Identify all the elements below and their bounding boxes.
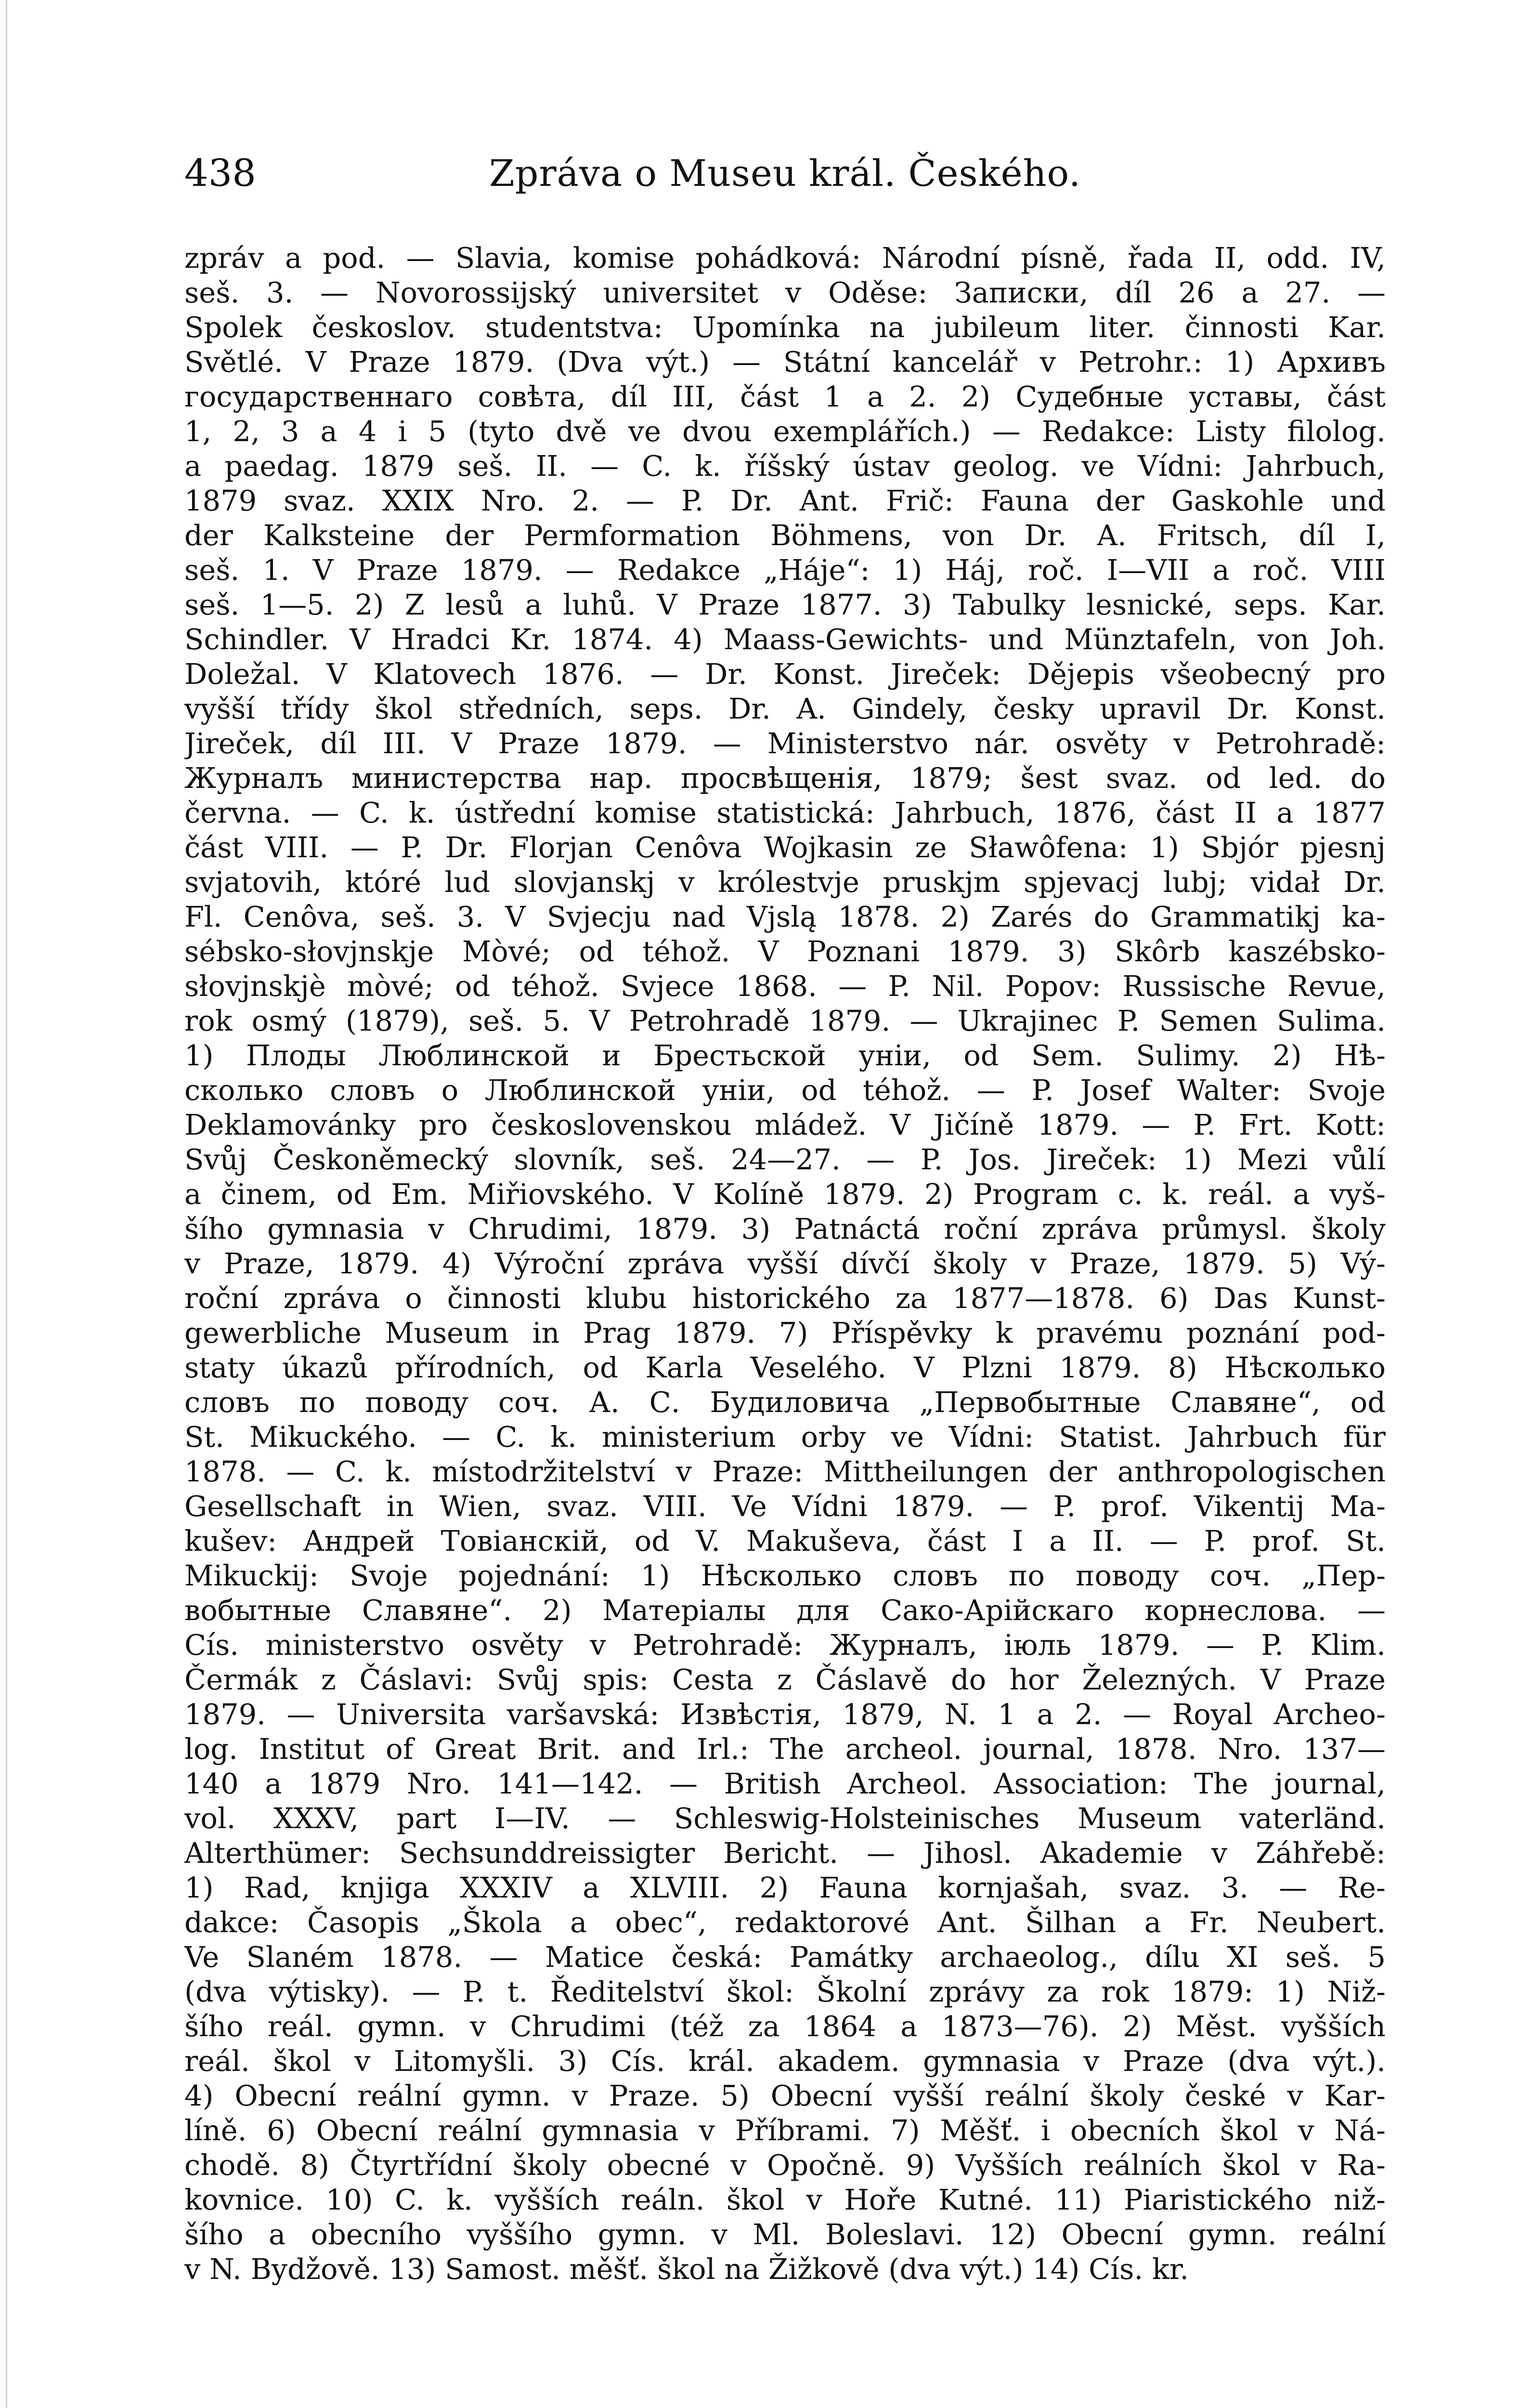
- text-line: Deklamovánky pro československou mládež. V Jičíně 1879. — P. Frt. Kott:: [184, 1108, 1386, 1141]
- text-line: seš. 1. V Praze 1879. — Redakce „Háje“: 1) Háj, roč. I—VII a roč. VIII: [184, 553, 1386, 587]
- text-line: část VIII. — P. Dr. Florjan Cenôva Wojkasin ze Sławôfena: 1) Sbjór pjesnj: [184, 831, 1386, 864]
- text-line: roční zpráva o činnosti klubu historického za 1877—1878. 6) Das Kunst-: [184, 1282, 1386, 1315]
- text-line: a činem, od Em. Miřiovského. V Kolíně 1879. 2) Program c. k. reál. a vyš-: [184, 1178, 1386, 1211]
- text-line: kušev: Андрей Товіанскій, od V. Makuševa, část I a II. — P. prof. St.: [184, 1524, 1386, 1557]
- text-line: 1) Rad, knjiga XXXIV a XLVIII. 2) Fauna kornjašah, svaz. 3. — Re-: [184, 1871, 1386, 1904]
- text-line: Jireček, díl III. V Praze 1879. — Ministerstvo nár. osvěty v Petrohradě:: [184, 727, 1386, 760]
- body-text: [184, 241, 1386, 2287]
- text-line: log. Institut of Great Brit. and Irl.: The archeol. journal, 1878. Nro. 137—: [184, 1732, 1386, 1766]
- text-line: Cís. ministerstvo osvěty v Petrohradě: Журналъ, іюль 1879. — P. Klim.: [184, 1628, 1386, 1662]
- text-line: słovjnskjè mòvé; od téhož. Svjece 1868. — P. Nil. Popov: Russische Revue,: [184, 969, 1386, 1003]
- text-line: Mikuckij: Svoje pojednání: 1) Нѣсколько словъ по поводу соч. „Пер-: [184, 1559, 1386, 1592]
- text-line: sébsko-słovjnskje Mòvé; od téhož. V Poznani 1879. 3) Skôrb kaszébsko-: [184, 935, 1386, 968]
- text-line: der Kalksteine der Permformation Böhmens, von Dr. A. Fritsch, díl I,: [184, 519, 1386, 552]
- text-line: líně. 6) Obecní reální gymnasia v Příbrami. 7) Měšť. i obecních škol v Ná-: [184, 2114, 1386, 2147]
- text-line: 4) Obecní reální gymn. v Praze. 5) Obecní vyšší reální školy české v Kar-: [184, 2079, 1386, 2112]
- page-header: [184, 147, 1386, 200]
- text-line: Gesellschaft in Wien, svaz. VIII. Ve Vídni 1879. — P. prof. Vikentij Ma-: [184, 1490, 1386, 1523]
- scan-edge-rule: [6, 0, 7, 2408]
- text-line: reál. škol v Litomyšli. 3) Cís. král. akadem. gymnasia v Praze (dva výt.).: [184, 2044, 1386, 2078]
- text-line: kovnice. 10) C. k. vyšších reáln. škol v Hoře Kutné. 11) Piaristického niž-: [184, 2183, 1386, 2216]
- text-line: seš. 3. — Novorossijský universitet v Oděse: Записки, díl 26 a 27. —: [184, 276, 1386, 309]
- text-line: šího a obecního vyššího gymn. v Ml. Boleslavi. 12) Obecní gymn. reální: [184, 2218, 1386, 2251]
- page-number: 438: [184, 152, 256, 195]
- text-line: června. — C. k. ústřední komise statistická: Jahrbuch, 1876, část II a 1877: [184, 796, 1386, 829]
- text-line: zpráv a pod. — Slavia, komise pohádková: Národní písně, řada II, odd. IV,: [184, 241, 1386, 275]
- text-line: Doležal. V Klatovech 1876. — Dr. Konst. Jireček: Dějepis všeobecný pro: [184, 657, 1386, 691]
- text-line: словъ по поводу соч. А. С. Будиловича „Первобытные Славяне“, od: [184, 1386, 1386, 1419]
- text-line: šího gymnasia v Chrudimi, 1879. 3) Patnáctá roční zpráva průmysl. školy: [184, 1212, 1386, 1245]
- text-line: a paedag. 1879 seš. II. — C. k. říšský ústav geolog. ve Vídni: Jahrbuch,: [184, 449, 1386, 483]
- text-line: государственнаго совѣта, díl III, část 1 a 2. 2) Судебные уставы, část: [184, 380, 1386, 413]
- text-line: 1879. — Universita varšavská: Извѣстія, 1879, N. 1 a 2. — Royal Archeo-: [184, 1698, 1386, 1731]
- text-line: 140 a 1879 Nro. 141—142. — British Archeol. Association: The journal,: [184, 1767, 1386, 1800]
- text-line: (dva výtisky). — P. t. Ředitelství škol: Školní zprávy za rok 1879: 1) Niž-: [184, 1975, 1386, 2008]
- running-title: Zpráva o Museu král. Českého.: [489, 152, 1081, 195]
- text-line: vol. XXXV, part I—IV. — Schleswig-Holsteinisches Museum vaterländ.: [184, 1802, 1386, 1835]
- text-line: Čermák z Čáslavi: Svůj spis: Cesta z Čáslavě do hor Železných. V Praze: [184, 1663, 1386, 1696]
- text-line: Svůj Českoněmecký slovník, seš. 24—27. — P. Jos. Jireček: 1) Mezi vůlí: [184, 1143, 1386, 1176]
- text-line: chodě. 8) Čtyrtřídní školy obecné v Opočně. 9) Vyšších reálních škol v Ra-: [184, 2148, 1386, 2182]
- text-line: vyšší třídy škol středních, seps. Dr. A. Gindely, česky upravil Dr. Konst.: [184, 692, 1386, 725]
- text-line: dakce: Časopis „Škola a obec“, redaktorové Ant. Šilhan a Fr. Neubert.: [184, 1906, 1386, 1939]
- text-line: Ve Slaném 1878. — Matice česká: Památky archaeolog., dílu XI seš. 5: [184, 1940, 1386, 1974]
- text-line: seš. 1—5. 2) Z lesů a luhů. V Praze 1877. 3) Tabulky lesnické, seps. Kar.: [184, 588, 1386, 621]
- text-line: Журналъ министерства нар. просвѣщенія, 1879; šest svaz. od led. do: [184, 761, 1386, 795]
- text-line: Spolek českoslov. studentstva: Upomínka na jubileum liter. činnosti Kar.: [184, 311, 1386, 344]
- text-line: 1) Плоды Люблинской и Брестьской уніи, od Sem. Sulimy. 2) Нѣ-: [184, 1039, 1386, 1072]
- text-line: 1, 2, 3 a 4 i 5 (tyto dvě ve dvou exemplářích.) — Redakce: Listy filolog.: [184, 415, 1386, 448]
- text-line: v N. Bydžově. 13) Samost. měšť. škol na Žižkově (dva výt.) 14) Cís. kr.: [184, 2252, 1189, 2286]
- text-line: 1879 svaz. XXIX Nro. 2. — P. Dr. Ant. Frič: Fauna der Gaskohle und: [184, 484, 1386, 517]
- text-line: вобытные Славяне“. 2) Матеріалы для Сако-Арійскаго корнеслова. —: [184, 1594, 1386, 1627]
- text-line: Fl. Cenôva, seš. 3. V Svjecju nad Vjslą 1878. 2) Zarés do Grammatikj ka-: [184, 900, 1386, 933]
- text-line: gewerbliche Museum in Prag 1879. 7) Příspěvky k pravému poznání pod-: [184, 1316, 1386, 1349]
- text-line: v Praze, 1879. 4) Výroční zpráva vyšší dívčí školy v Praze, 1879. 5) Vý-: [184, 1247, 1386, 1280]
- text-line: Alterthümer: Sechsunddreissigter Bericht. — Jihosl. Akademie v Záhřebě:: [184, 1836, 1386, 1870]
- text-line: šího reál. gymn. v Chrudimi (též za 1864 a 1873—76). 2) Měst. vyšších: [184, 2010, 1386, 2043]
- text-line: 1878. — C. k. místodržitelství v Praze: Mittheilungen der anthropologischen: [184, 1455, 1386, 1488]
- text-line: staty úkazů přírodních, od Karla Veselého. V Plzni 1879. 8) Нѣсколько: [184, 1351, 1386, 1384]
- text-line: Světlé. V Praze 1879. (Dva výt.) — Státní kancelář v Petrohr.: 1) Архивъ: [184, 345, 1386, 379]
- text-line: Schindler. V Hradci Kr. 1874. 4) Maass-Gewichts- und Münztafeln, von Joh.: [184, 623, 1386, 656]
- text-line: rok osmý (1879), seš. 5. V Petrohradě 1879. — Ukrajinec P. Semen Sulima.: [184, 1004, 1386, 1037]
- text-line: St. Mikuckého. — C. k. ministerium orby ve Vídni: Statist. Jahrbuch für: [184, 1420, 1386, 1453]
- text-line: сколько словъ о Люблинской уніи, od téhož. — P. Josef Walter: Svoje: [184, 1073, 1386, 1107]
- text-line: svjatovih, któré lud slovjanskj v królestvje pruskjm spjevacj lubj; vidał Dr.: [184, 865, 1386, 899]
